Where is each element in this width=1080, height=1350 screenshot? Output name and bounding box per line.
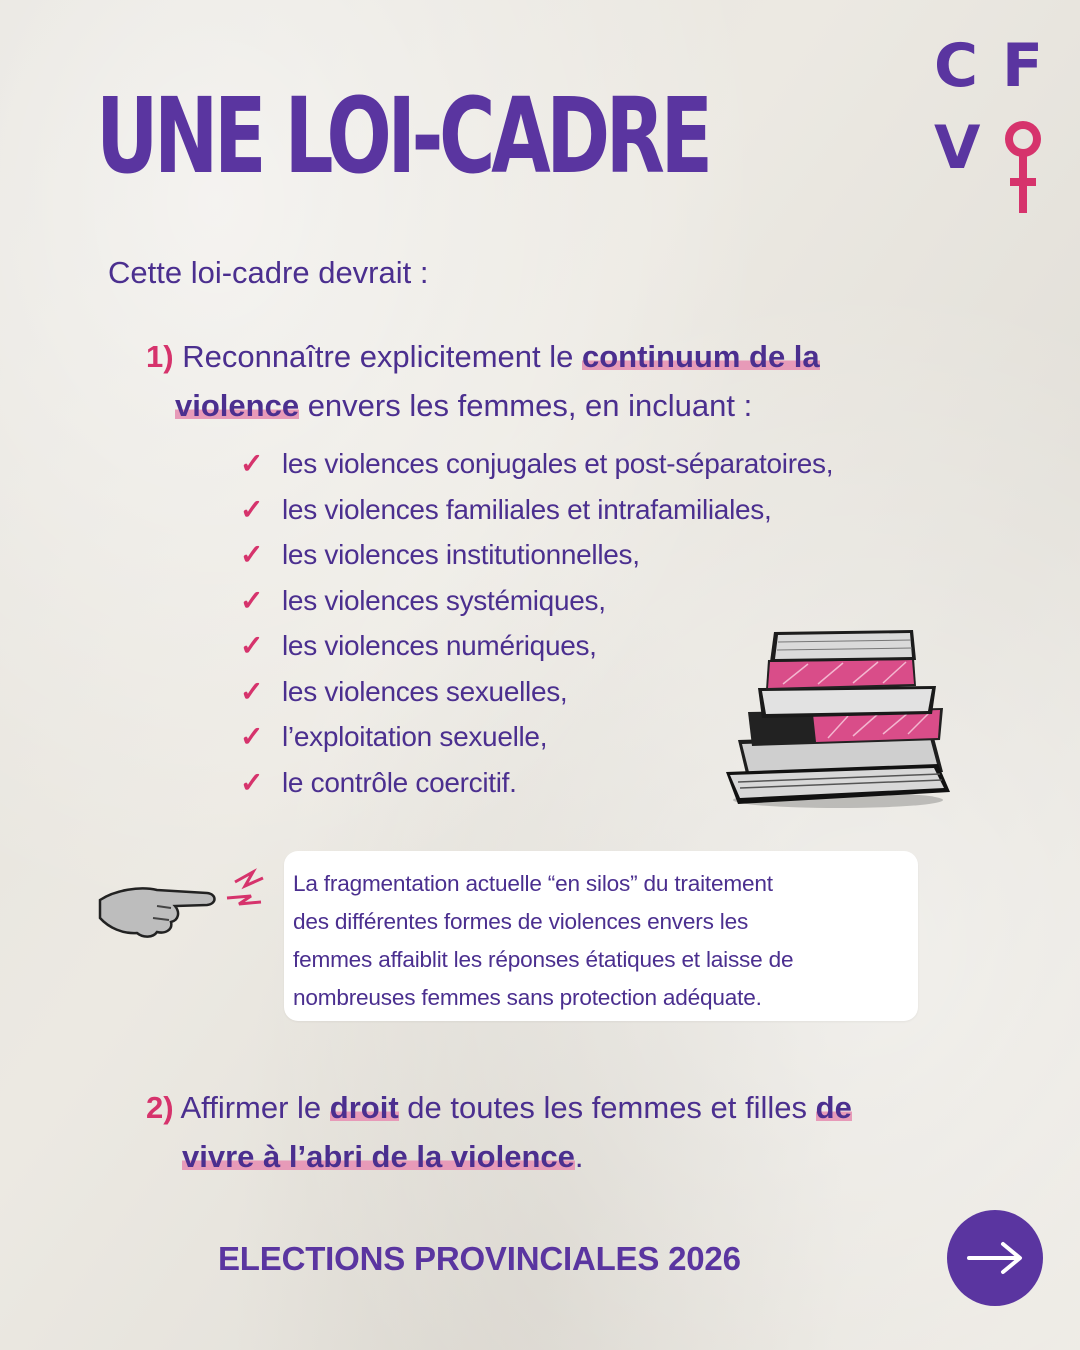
list-item: ✓ les violences sexuelles, (240, 669, 833, 715)
checkmark-icon: ✓ (240, 584, 264, 616)
point-1-text-before: Reconnaître explicitement le (182, 339, 574, 374)
footer-elections: ELECTIONS PROVINCIALES 2026 (218, 1240, 741, 1277)
list-item: ✓ le contrôle coercitif. (240, 760, 833, 806)
female-symbol-icon (1004, 120, 1042, 216)
list-item: ✓ les violences numériques, (240, 623, 833, 669)
list-item: ✓ les violences familiales et intrafamiliales, (240, 487, 833, 533)
point-2-line-1 (146, 1083, 852, 1133)
callout-line-2: des différentes formes de violences envers les (293, 909, 749, 934)
point-1-highlight-continuum: continuum de la (581, 339, 820, 374)
point-2-highlight-vivre: vivre à l’abri de la violence (182, 1139, 575, 1174)
point-1-line-1 (146, 332, 820, 382)
point-2-number: 2) (146, 1090, 174, 1125)
point-2-highlight-de: de (815, 1090, 852, 1125)
book-stack-illustration (718, 622, 953, 812)
logo-letter-v: V (934, 113, 981, 183)
point-2-text-after: . (574, 1139, 584, 1174)
checkmark-icon: ✓ (240, 630, 264, 661)
list-item: ✓ les violences institutionnelles, (240, 532, 833, 578)
point-1-highlight-violence: violence (175, 388, 300, 423)
logo-letter-f: F (1002, 31, 1043, 101)
checkmark-icon: ✓ (240, 721, 264, 752)
callout-line-4: nombreuses femmes sans protection adéquate. (293, 985, 762, 1010)
intro-text: Cette loi-cadre devrait : (108, 255, 429, 290)
page-title: UNE LOI-CADRE (96, 75, 709, 197)
pointing-hand-icon (95, 860, 275, 950)
logo-letter-c: C (934, 31, 979, 101)
checkmark-icon: ✓ (240, 539, 264, 570)
checkmark-icon: ✓ (240, 675, 264, 707)
point-1-number: 1) (146, 339, 174, 374)
list-item: ✓ les violences conjugales et post-séparatoires, (240, 441, 833, 487)
list-item: ✓ l’exploitation sexuelle, (240, 714, 833, 760)
point-1-line-2 (175, 381, 752, 431)
checkmark-icon: ✓ (240, 448, 264, 479)
next-button[interactable] (947, 1210, 1043, 1306)
cfvf-logo (930, 31, 1050, 186)
point-2-highlight-droit: droit (329, 1090, 399, 1125)
checkmark-icon: ✓ (240, 493, 264, 525)
list-item: ✓ les violences systémiques, (240, 578, 833, 624)
point-2-line-2 (182, 1132, 584, 1182)
arrow-right-icon (965, 1240, 1025, 1276)
point-2-text-middle: de toutes les femmes et filles (407, 1090, 808, 1125)
point-2-text-before: Affirmer le (180, 1090, 322, 1125)
callout-line-3: femmes affaiblit les réponses étatiques et laisse de (293, 947, 794, 972)
checkmark-icon: ✓ (240, 766, 264, 798)
fragmentation-callout (284, 851, 918, 1021)
callout-line-1: La fragmentation actuelle “en silos” du traitement (293, 871, 773, 896)
point-1-text-after: envers les femmes, en incluant : (307, 388, 753, 423)
